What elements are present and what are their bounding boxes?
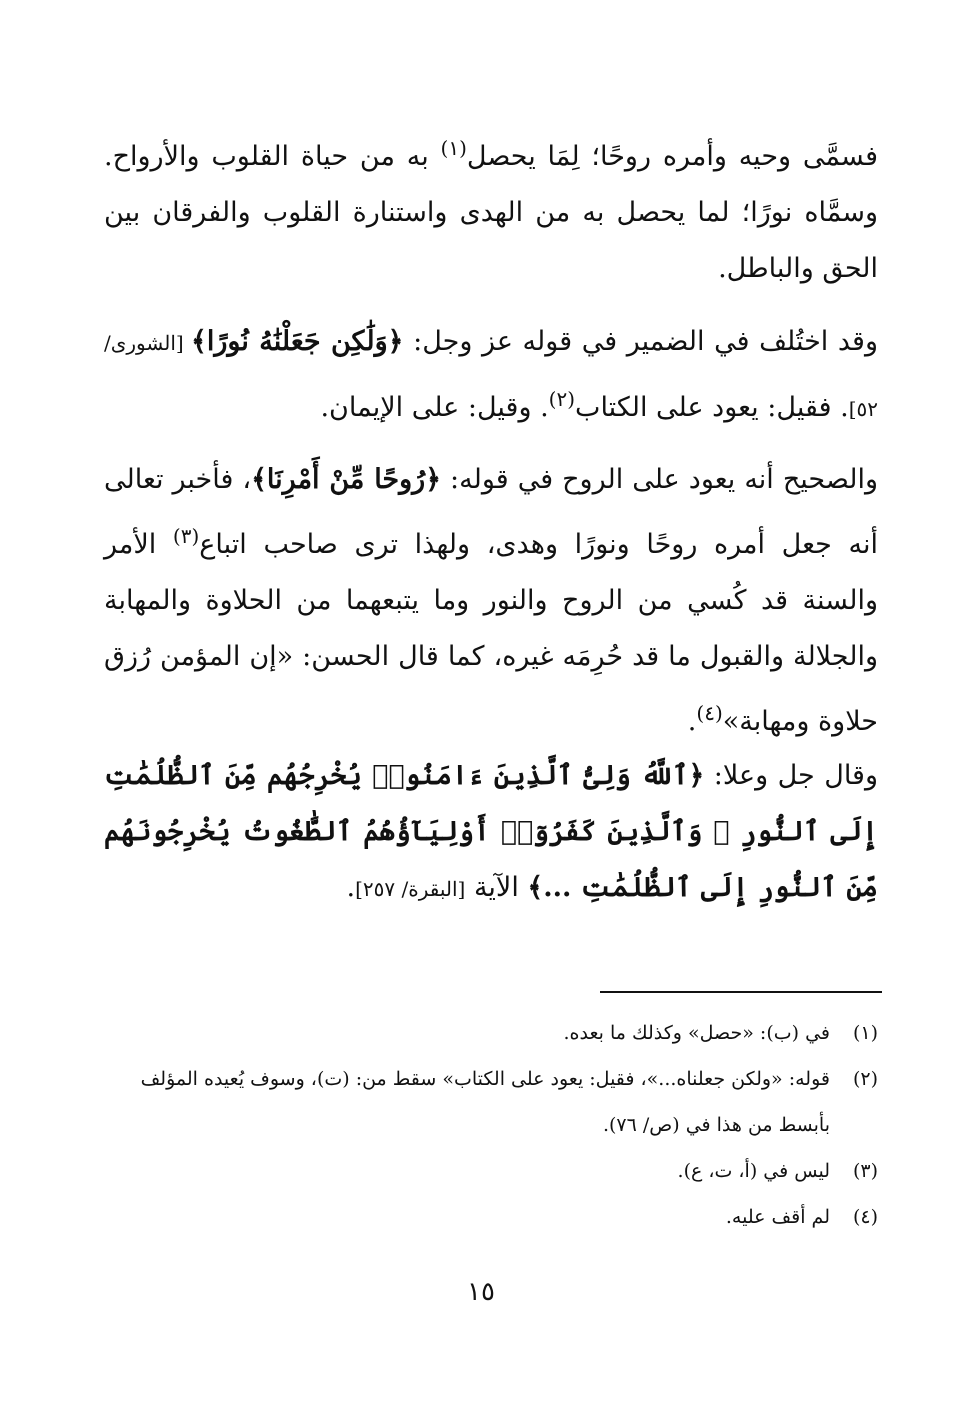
footnote-number: (٤) xyxy=(852,1206,878,1228)
footnote-ref-4[interactable]: (٤) xyxy=(696,701,723,725)
footnote-ref-3[interactable]: (٣) xyxy=(172,524,200,548)
footnote-number: (١) xyxy=(852,1022,878,1044)
paragraph-3 xyxy=(104,452,878,750)
paragraph-3-intro: والصحيح أنه يعود على الروح في قوله: xyxy=(441,464,879,495)
footnote-text: ليس في (أ، ت، ع). xyxy=(677,1160,830,1182)
paragraph-4 xyxy=(104,748,878,917)
paragraph-3-end: . xyxy=(687,706,697,737)
footnote-number: (٣) xyxy=(852,1160,878,1182)
footnote-number: (٢) xyxy=(852,1068,878,1090)
paragraph-4-end: . xyxy=(346,872,356,903)
footnote-divider xyxy=(600,991,882,993)
paragraph-1-text-cont: به من حياة القلوب والأرواح. وسمَّاه نورًا؛ لما يحصل به من الهدى واستنارة القلوب والفرقان بين الحق والباطل. xyxy=(104,141,878,284)
paragraph-2 xyxy=(104,314,878,437)
verse-citation-ash-shura: [الشورى/ ٥٢] xyxy=(104,331,878,421)
quran-verse-ash-shura: ﴿وَلَٰكِن جَعَلْنَٰهُ نُورًا﴾ xyxy=(191,326,404,357)
footnote-text: في (ب): «حصل» وكذلك ما بعده. xyxy=(563,1022,830,1044)
footnote-4 xyxy=(104,1194,878,1240)
footnote-ref-1[interactable]: (١) xyxy=(440,136,467,160)
footnote-2 xyxy=(104,1056,878,1148)
footnote-text: لم أقف عليه. xyxy=(725,1206,830,1228)
paragraph-2-intro: وقد اختُلف في الضمير في قوله عز وجل: xyxy=(403,326,879,357)
footnote-1 xyxy=(104,1010,878,1056)
paragraph-4-text: الآية xyxy=(465,872,528,903)
footnotes xyxy=(104,1010,878,1240)
quran-verse-al-baqara: ﴿ٱللَّهُ وَلِىُّ ٱلَّذِينَ ءَامَنُوا۟ يُخْرِجُهُم مِّنَ ٱلظُّلُمَٰتِ إِلَى ٱلنُّورِ ۖ وَٱلَّذِينَ كَفَرُوٓا۟ أَوْلِيَآؤُهُمُ ٱلطَّٰغُوتُ يُخْرِجُونَهُم مِّنَ ٱلنُّورِ إِلَى ٱلظُّلُمَٰتِ ...﴾ xyxy=(104,760,878,903)
footnote-3 xyxy=(104,1148,878,1194)
paragraph-1 xyxy=(104,120,878,297)
page-number: ١٥ xyxy=(467,1277,495,1307)
paragraph-2-text: . فقيل: يعود على الكتاب xyxy=(575,392,849,423)
footnote-text: قوله: «ولكن جعلناه...»، فقيل: يعود على الكتاب» سقط من: (ت)، وسوف يُعيده المؤلف بأبسط من هذا في (ص/ ٧٦). xyxy=(140,1068,830,1136)
paragraph-4-intro: وقال جل وعلا: xyxy=(704,760,878,791)
paragraph-2-end: . وقيل: على الإيمان. xyxy=(320,392,549,423)
paragraph-1-text: فسمَّى وحيه وأمره روحًا؛ لِمَا يحصل xyxy=(466,141,878,172)
paragraph-3-cont: الأمر والسنة قد كُسي من الروح والنور وما يتبعهما من الحلاوة والمهابة والجلالة والقبول ما قد حُرِمَه غيره، كما قال الحسن: «إن المؤمن رُزق حلاوة ومهابة» xyxy=(104,529,878,737)
verse-citation-al-baqara: [البقرة/ ٢٥٧] xyxy=(355,877,466,901)
quran-verse-ruh: ﴿رُوحًا مِّنْ أَمْرِنَا﴾ xyxy=(251,464,442,495)
paragraph-3-text: ، فأخبر تعالى أنه جعل أمره روحًا ونورًا وهدى، ولهذا ترى صاحب اتباع xyxy=(104,464,878,560)
footnote-ref-2[interactable]: (٢) xyxy=(548,387,576,411)
